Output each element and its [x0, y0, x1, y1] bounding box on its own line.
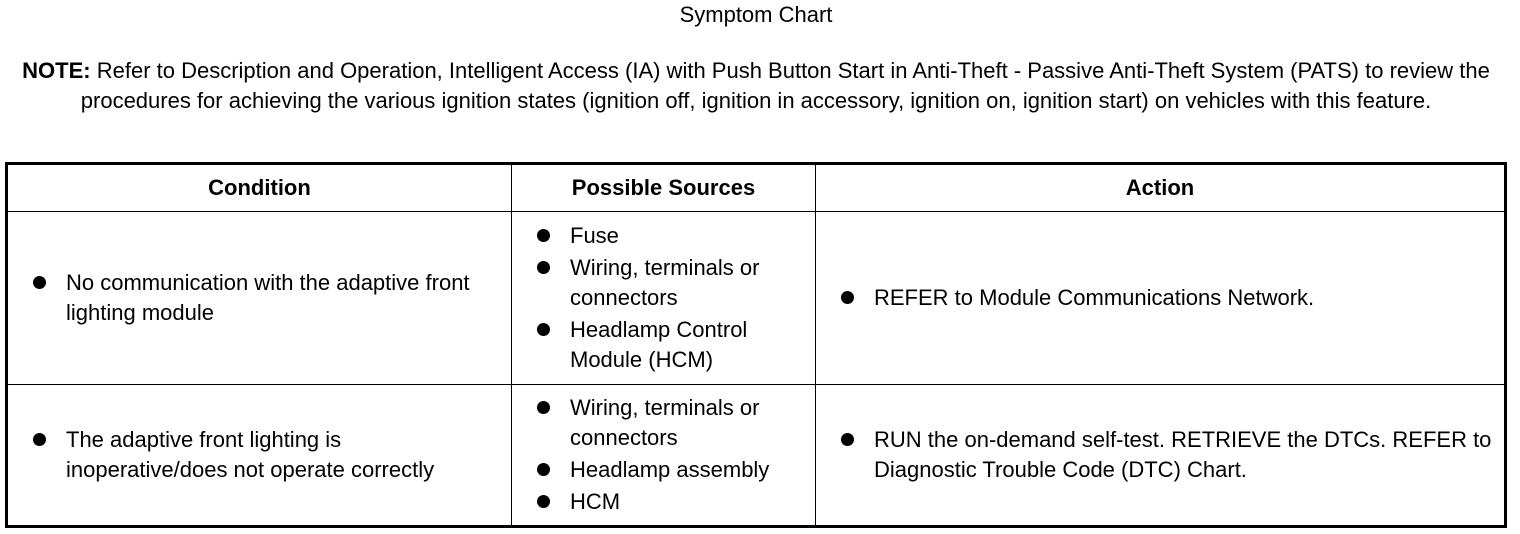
sources-list: [512, 221, 815, 375]
header-possible-sources: Possible Sources: [512, 164, 816, 212]
note-paragraph: [10, 56, 1502, 116]
header-condition: Condition: [7, 164, 512, 212]
list-item: The adaptive front lighting is inoperative/does not operate correctly: [66, 425, 501, 485]
condition-cell: [7, 385, 512, 527]
list-item: HCM: [570, 487, 807, 517]
action-list: [816, 425, 1504, 485]
page-title: Symptom Chart: [679, 2, 833, 27]
action-list: [816, 283, 1504, 313]
list-item: RUN the on-demand self-test. RETRIEVE the DTCs. REFER to Diagnostic Trouble Code (DTC) Chart.: [874, 425, 1492, 485]
action-cell: [816, 385, 1506, 527]
list-item: Wiring, terminals or connectors: [570, 393, 807, 453]
sources-cell: [512, 212, 816, 385]
table-header-row: [7, 164, 1506, 212]
condition-list: [8, 268, 511, 328]
header-action: Action: [816, 164, 1506, 212]
condition-list: [8, 425, 511, 485]
table-row: [7, 212, 1506, 385]
list-item: REFER to Module Communications Network.: [874, 283, 1492, 313]
action-cell: [816, 212, 1506, 385]
list-item: Wiring, terminals or connectors: [570, 253, 807, 313]
list-item: Fuse: [570, 221, 807, 251]
list-item: Headlamp Control Module (HCM): [570, 315, 807, 375]
list-item: No communication with the adaptive front lighting module: [66, 268, 501, 328]
sources-list: [512, 393, 815, 517]
table-row: [7, 385, 1506, 527]
condition-cell: [7, 212, 512, 385]
sources-cell: [512, 385, 816, 527]
list-item: Headlamp assembly: [570, 455, 807, 485]
symptom-table: [5, 162, 1507, 528]
note-text: Refer to Description and Operation, Intelligent Access (IA) with Push Button Start in Anti-Theft - Passive Anti-Theft System (PATS) to review the procedures for achieving the various ignition states (ignition off, ignition in accessory, ignition on, ignition start) on vehicles with this feature.: [80, 58, 1490, 113]
note-label: NOTE:: [22, 58, 91, 83]
